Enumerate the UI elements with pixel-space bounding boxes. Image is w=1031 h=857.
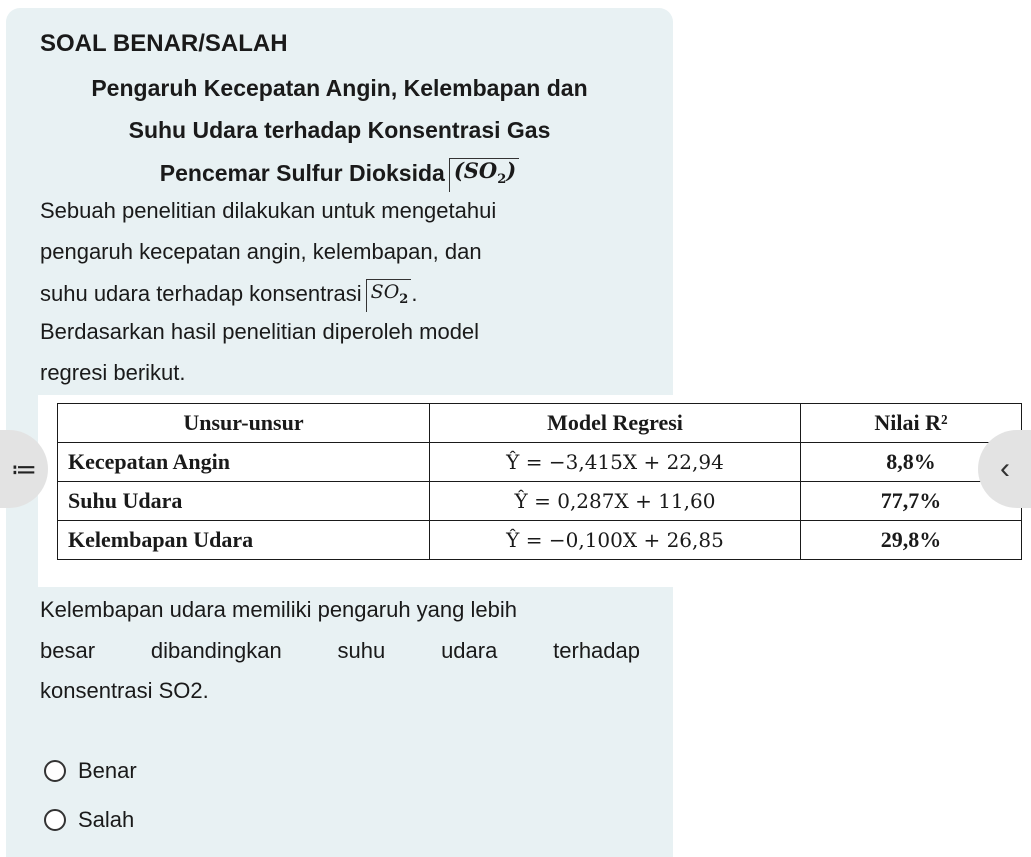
intro-text: suhu udara terhadap konsentrasi	[40, 281, 362, 307]
cell-model: Ŷ = 0,287X + 11,60	[430, 482, 801, 521]
statement-line-3: konsentrasi SO2.	[40, 678, 209, 703]
table-row	[58, 482, 1022, 521]
intro-period: .	[411, 281, 418, 307]
formula-text: (SO	[453, 158, 498, 183]
intro-line-4: Berdasarkan hasil penelitian diperoleh model	[40, 319, 480, 344]
intro-line-2: pengaruh kecepatan angin, kelembapan, dan	[40, 239, 482, 264]
option-label: Salah	[78, 807, 135, 832]
option-benar[interactable]	[44, 758, 137, 784]
cell-model: Ŷ = −3,415X + 22,94	[430, 443, 801, 482]
statement-line-2: besar dibandingkan suhu udara terhadap	[40, 638, 640, 663]
regression-table	[57, 403, 1022, 560]
header-model: Model Regresi	[430, 404, 801, 443]
option-salah[interactable]	[44, 807, 134, 833]
header-r2: Nilai R²	[801, 404, 1022, 443]
list-menu-icon: ≔	[11, 453, 37, 484]
cell-model: Ŷ = −0,100X + 26,85	[430, 521, 801, 560]
question-title-line-1: Pengaruh Kecepatan Angin, Kelembapan dan	[91, 75, 588, 101]
formula-close: )	[506, 158, 517, 183]
table-row	[58, 443, 1022, 482]
statement-line-1: Kelembapan udara memiliki pengaruh yang lebih	[40, 597, 517, 622]
cell-unsur: Kelembapan Udara	[58, 521, 430, 560]
intro-line-3	[40, 279, 417, 312]
table-header-row	[58, 404, 1022, 443]
header-unsur: Unsur-unsur	[58, 404, 430, 443]
radio-button[interactable]	[44, 760, 66, 782]
cell-unsur: Suhu Udara	[58, 482, 430, 521]
question-type-label: SOAL BENAR/SALAH	[40, 30, 288, 57]
formula-sub: 2	[497, 172, 507, 188]
radio-button[interactable]	[44, 809, 66, 831]
intro-formula	[366, 279, 412, 312]
title-formula	[449, 158, 519, 192]
title-text: Pencemar Sulfur Dioksida	[159, 160, 445, 187]
chevron-left-icon: ‹	[1000, 452, 1010, 485]
table-row	[58, 521, 1022, 560]
question-title-line-3	[6, 158, 673, 192]
intro-formula-text: SO	[370, 281, 400, 303]
intro-line-5: regresi berikut.	[40, 360, 186, 385]
cell-unsur: Kecepatan Angin	[58, 443, 430, 482]
cell-r2: 29,8%	[801, 521, 1022, 560]
question-title-line-2: Suhu Udara terhadap Konsentrasi Gas	[128, 117, 551, 143]
option-label: Benar	[78, 758, 137, 783]
intro-formula-sub: 2	[399, 291, 409, 307]
cell-r2: 77,7%	[801, 482, 1022, 521]
cell-r2: 8,8%	[801, 443, 1022, 482]
intro-line-1: Sebuah penelitian dilakukan untuk mengetahui	[40, 198, 497, 223]
